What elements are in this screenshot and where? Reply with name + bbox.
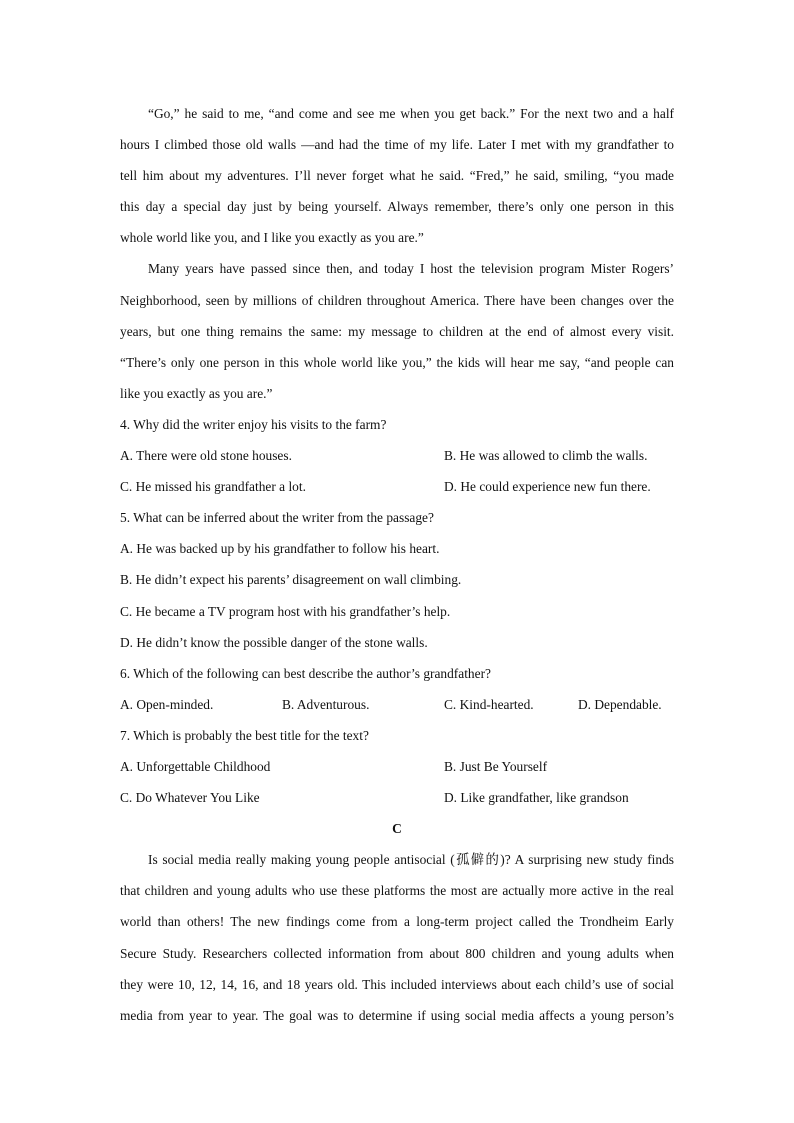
option-c: C. He became a TV program host with his grandfather’s help.	[120, 603, 451, 619]
question-stem: 5. What can be inferred about the writer from the passage?	[120, 510, 434, 526]
passage-paragraph	[120, 844, 674, 1031]
question-stem: 7. Which is probably the best title for the text?	[120, 727, 369, 743]
option-c: C. He missed his grandfather a lot.	[120, 479, 306, 495]
question-5	[120, 502, 674, 657]
paragraph-line: Is social media really making young people antisocial (孤僻的)? A surprising new study finds	[148, 852, 674, 868]
option-b: B. He didn’t expect his parents’ disagreement on wall climbing.	[120, 572, 462, 588]
paragraph-line: world than others! The new findings come from a long-term project called the Trondheim Early	[120, 914, 674, 930]
document-page	[120, 98, 674, 1031]
option-a: A. Open-minded.	[120, 696, 214, 712]
paragraph-line: Neighborhood, seen by millions of children throughout America. There have been changes over the	[120, 292, 674, 308]
option-d: D. Dependable.	[578, 696, 662, 712]
question-7	[120, 720, 674, 813]
passage-paragraph	[120, 98, 674, 253]
section-heading: C	[392, 821, 402, 837]
question-4	[120, 409, 674, 502]
paragraph-line: years, but one thing remains the same: my message to children at the end of almost every visit.	[120, 323, 674, 339]
option-a: A. Unforgettable Childhood	[120, 758, 271, 774]
paragraph-line: “Go,” he said to me, “and come and see me when you get back.” For the next two and a half	[148, 106, 674, 121]
paragraph-line: Secure Study. Researchers collected information from about 800 children and young adults when	[120, 945, 674, 961]
option-c: C. Do Whatever You Like	[120, 790, 260, 806]
option-a: A. He was backed up by his grandfather to follow his heart.	[120, 541, 440, 557]
option-row	[120, 689, 674, 720]
option-b: B. Adventurous.	[282, 696, 370, 712]
paragraph-line: media from year to year. The goal was to determine if using social media affects a young person’s	[120, 1007, 674, 1023]
option-row	[120, 471, 674, 502]
paragraph-line: Many years have passed since then, and today I host the television program Mister Rogers’	[148, 261, 674, 277]
option-row	[120, 751, 674, 782]
option-row	[120, 782, 674, 813]
option-d: D. He could experience new fun there.	[444, 479, 651, 495]
option-d: D. Like grandfather, like grandson	[444, 790, 629, 806]
paragraph-line: hours I climbed those old walls —and had the time of my life. Later I met with my grandfather to	[120, 137, 674, 153]
paragraph-line: they were 10, 12, 14, 16, and 18 years old. This included interviews about each child’s use of social	[120, 976, 674, 992]
paragraph-line: this day a special day just by being yourself. Always remember, there’s only one person in this	[120, 199, 674, 215]
paragraph-line: that children and young adults who use these platforms the most are actually more active in the real	[120, 883, 674, 899]
option-row	[120, 440, 674, 471]
question-stem: 6. Which of the following can best describe the author’s grandfather?	[120, 665, 491, 681]
option-b: B. Just Be Yourself	[444, 758, 548, 774]
paragraph-line: like you exactly as you are.”	[120, 385, 273, 401]
paragraph-line: tell him about my adventures. I’ll never forget what he said. “Fred,” he said, smiling, “you made	[120, 168, 674, 184]
question-stem: 4. Why did the writer enjoy his visits to the farm?	[120, 416, 387, 432]
paragraph-line: “There’s only one person in this whole world like you,” the kids will hear me say, “and people can	[120, 354, 674, 370]
paragraph-line: whole world like you, and I like you exactly as you are.”	[120, 230, 424, 246]
option-d: D. He didn’t know the possible danger of the stone walls.	[120, 634, 428, 650]
passage-paragraph	[120, 253, 674, 408]
question-6	[120, 658, 674, 720]
option-a: A. There were old stone houses.	[120, 448, 292, 464]
option-c: C. Kind-hearted.	[444, 696, 534, 712]
option-b: B. He was allowed to climb the walls.	[444, 448, 648, 464]
